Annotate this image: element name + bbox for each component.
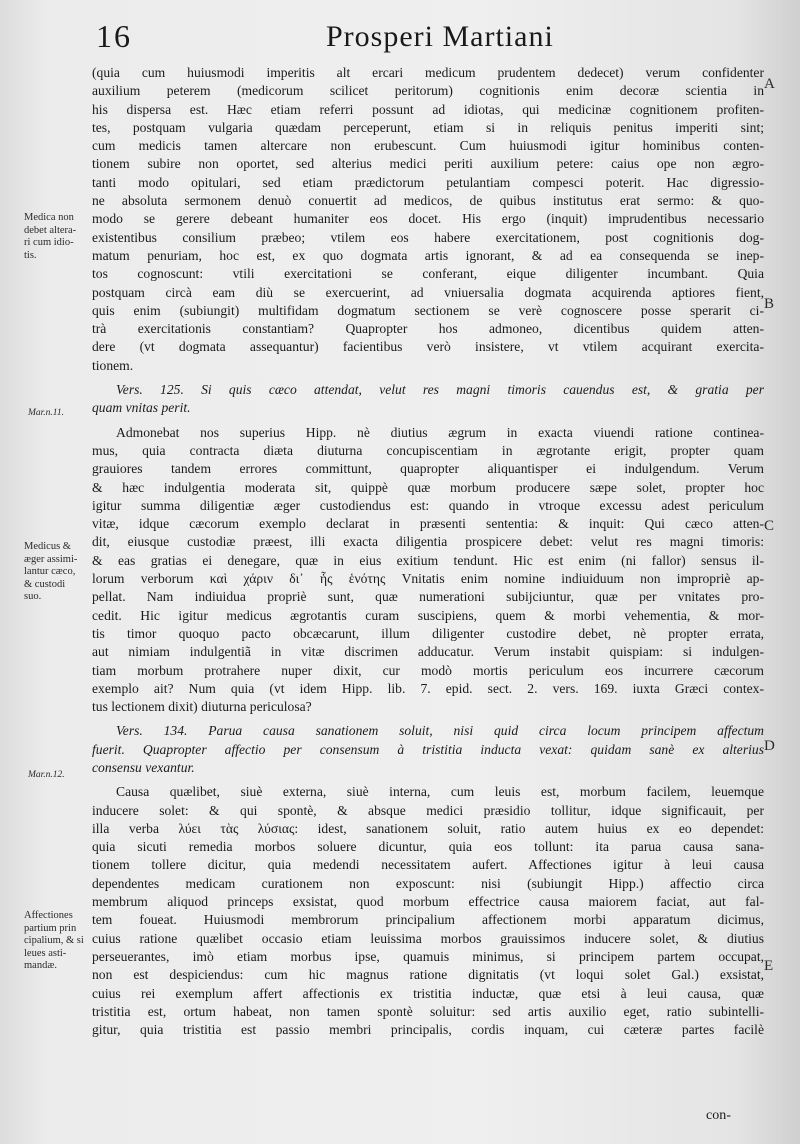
margin-note-3: [24, 910, 96, 973]
catchword: con-: [706, 1108, 731, 1123]
text-line: Causa quælibet, siuè externa, siuè interna, cum leuis est, morbum facilem, leuemque: [116, 784, 764, 800]
text-line: tionem tollere dicitur, quia medendi necessitatem aufert. Affectiones igitur à leui causa: [92, 857, 764, 873]
text-line: tus lectionem dixit) diuturna periculosa?: [92, 699, 312, 715]
text-line: tem foueat. Huiusmodi membrorum principalium affectionem morbi apparatum dicimus,: [92, 912, 764, 928]
text-line: grauiores tandem errores committunt, quapropter aliquantisper ei indulgendum. Verum: [92, 461, 764, 477]
text-line: ne absoluta sermonem denuò conuertit ad medicos, de quibus institutus erat sermo: & quo-: [92, 193, 764, 209]
text-line: perseuerantes, imò etiam morbus ipse, quamuis minimus, si principem partem occupat,: [92, 948, 764, 964]
running-head: Prosperi Martiani: [326, 20, 554, 53]
margin-note-line: partium prin: [24, 922, 77, 934]
text-line: membrum aliquod princeps exsistat, quod morbum effectrice causa maiorem faciat, aut fal-: [92, 894, 764, 910]
text-line: pellat. Nam indiuidua propriè sunt, quæ numerationi subijciuntur, quæ per vnitates pro-: [92, 589, 764, 605]
section-letter-a: A: [764, 76, 775, 92]
text-line: existentibus consilium præbeo; vtilem eos habere exercitationem, post cognitionis dog-: [92, 229, 764, 245]
text-line: aut nimiam indulgentiã in vitæ discrimen adducatur. Verum instabit quispiam: si indulgen-: [92, 644, 764, 660]
text-line: postquam circà eam diù se exercuerint, ad vniuersalia dogmata acquirenda aptiores fient,: [92, 284, 764, 300]
margin-note-line: Medicus &: [24, 541, 71, 552]
paragraph-3: [92, 783, 764, 1039]
text-line: dere (vt dogmata assequantur) facientibus verò insistere, vt vtilem acquirant exercita-: [92, 339, 764, 355]
paragraph-2: [92, 424, 764, 717]
text-line: dependentes medicam curationem non exposcunt: nisi (subiungit Hipp.) affectio circa: [92, 875, 764, 891]
text-line: cuius ratione quælibet occasio etiam leuissima morbos grauissimos inducere solet, & diutius: [92, 930, 764, 946]
text-line: illa verba λύει τὰς λύσιας: idest, sanationem soluit, ratio autem huius ex eo dependet:: [92, 820, 764, 836]
verse-line: Vers. 125. Si quis cæco attendat, velut res magni timoris cauendus est, & gratia per: [116, 382, 764, 398]
text-line: tanti modo opitulari, sed etiam prædictorum petulantiam compesci poterit. Hac digressio-: [92, 174, 764, 190]
margin-note-line: ri cum idio-: [24, 237, 74, 248]
margin-note-line: æger assimi-: [24, 553, 78, 565]
text-line: (quia cum huiusmodi imperitis alt ercari medicum prudentem dedecet) verum confidenter: [92, 65, 764, 80]
margin-note-line: Affectiones: [24, 910, 73, 921]
text-line: gitur, quia tristitia est passio membri principalis, cordis inquam, cui cæteræ partes facilè: [92, 1022, 764, 1038]
text-line: tis timor quoquo pacto obcæcarunt, illum diligenter custodire debet, nè propter errata,: [92, 625, 764, 641]
margin-note-line: Medica non: [24, 212, 74, 223]
text-line: his dispersa est. Hæc etiam referri possunt ad idiotas, qui medicinæ cognitionem profiten-: [92, 101, 764, 117]
verse-line: Vers. 134. Parua causa sanationem soluit, nisi quid circa locum principem affectum: [116, 723, 764, 739]
main-text: [92, 64, 764, 1039]
text-line: modo se gerere debeant humaniter eos docet. His ergo (inquit) imprudentibus necessario: [92, 211, 764, 227]
text-line: igitur summa diligentiæ æger custodiendus est: quando in vtroque excessu adest periculum: [92, 497, 764, 513]
text-line: vitæ, idque cæcorum exemplo declarat in præsenti sententia: & inquit: Qui cæco atten-: [92, 516, 764, 532]
verse-125: [92, 381, 764, 418]
text-line: tes, postquam vulgaria quædam perceperunt, etiam si in reliquis penitus imperiti sint;: [92, 119, 764, 135]
text-line: quis enim (subiungit) multifidam dogmatum sectionem se verè cognoscere posse sperarit ci-: [92, 302, 764, 318]
margin-note-line: suo.: [24, 591, 42, 602]
text-line: matum penuriam, hoc est, ex quo dogmata artis ignorant, & ad ea consequenda se inep-: [92, 247, 764, 263]
verse-134: [92, 722, 764, 777]
text-line: trà exercitationis constantiam? Quapropter hos admoneo, dicentibus quidem atten-: [92, 321, 764, 337]
margin-note-2: [24, 541, 96, 604]
margin-ref-2: Mar.n.12.: [28, 770, 65, 780]
section-letter-b: B: [764, 296, 775, 312]
margin-note-line: leues asti-: [24, 947, 67, 959]
text-line: non est despiciendus: cum hic magnus ratione dignitatis (vt loqui solet Gal.) exsistat,: [92, 967, 764, 983]
text-line: inducere solet: & qui spontè, & absque medici præsidio tollitur, idque significauit, per: [92, 802, 764, 818]
text-line: Admonebat nos superius Hipp. nè diutius ægrum in exacta viuendi ratione continea-: [116, 424, 764, 440]
margin-note-line: debet altera-: [24, 224, 77, 236]
text-line: cum medicis tamen altercare non erubescunt. Cum huiusmodi igitur hominibus conten-: [92, 138, 764, 154]
section-letter-d: D: [764, 738, 775, 754]
page-number: 16: [96, 18, 132, 54]
text-line: & eas gratias ei denegare, quæ in eius exitium tendunt. Hic est enim (ni fallor) sensus il-: [92, 552, 764, 568]
text-line: mus, quia contracta diæta diuturna concupiscentiam in ægrotante erigit, propter quam: [92, 442, 764, 458]
text-line: quia sicuti remedia morbos soluere dicuntur, quia eos tollunt: ita parua causa sana-: [92, 839, 764, 855]
verse-line: quam vnitas perit.: [92, 400, 191, 416]
paragraph-1: [92, 64, 764, 375]
text-line: lorum verborum καὶ χάριν δι᾽ ἧς ἑνότης Vnitatis enim nomine indiuiduum non impropriè ap-: [92, 571, 764, 587]
verse-line: fuerit. Quapropter affectio per consensum à tristitia inducta vexat: quidam sanè ex alterius: [92, 741, 764, 757]
text-line: exemplo ait? Num quia (vt idem Hipp. lib. 7. epid. sect. 2. vers. 169. iuxta Græci contex-: [92, 680, 764, 696]
margin-note-line: tis.: [24, 249, 37, 261]
text-line: tristitia est, ortum habeat, non tamen spontè soluitur: sed artis auxilio eget, ratio subintelli-: [92, 1003, 764, 1019]
text-line: tiam morbum protrahere nuper dixit, cur modò mortis periculum eos incurrere cæcorum: [92, 662, 764, 678]
text-line: tionem subire non oportet, sed alterius medici periti auxilium petere: caius ope non ægro-: [92, 156, 764, 172]
text-line: cuius rei exemplum affert affectionis ex tristitia inductæ, quæ etsi à leui causa, quæ: [92, 985, 764, 1001]
text-line: dit, eiusque custodiæ præest, illi exacta diligentia prospicere debet: velut res magni timoris:: [92, 534, 764, 550]
margin-note-line: & custodi: [24, 578, 66, 590]
verse-line: consensu vexantur.: [92, 759, 195, 775]
section-letter-e: E: [764, 958, 774, 974]
text-line: cedit. Hic igitur medicus ægrotantis curam suscipiens, quem & morbi vehementia, & mor-: [92, 607, 764, 623]
margin-note-line: cipalium, & si: [24, 935, 84, 946]
section-letter-c: C: [764, 518, 775, 534]
margin-note-line: mandæ.: [24, 960, 57, 971]
text-line: auxilium peterem (medicorum scilicet peritorum) cognitionis enim decoræ scientia in: [92, 83, 764, 99]
text-line: tionem.: [92, 357, 134, 373]
margin-ref-1: Mar.n.11.: [28, 408, 64, 418]
margin-note-1: [24, 212, 96, 262]
text-line: & hæc indulgentia moderata sit, quippè quæ morbum producere sæpe solet, propter hoc: [92, 479, 764, 495]
margin-note-line: lantur cæco,: [24, 566, 76, 577]
text-line: tos cognoscunt: vtili exercitationi se conferant, eique diligenter incumbant. Quia: [92, 266, 764, 282]
